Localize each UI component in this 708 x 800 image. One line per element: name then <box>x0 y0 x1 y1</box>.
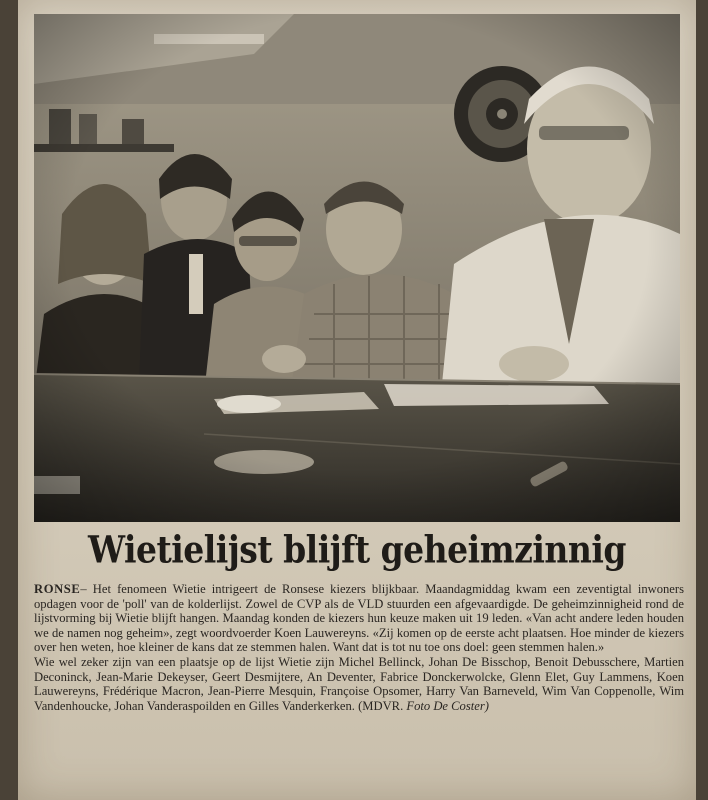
article-photo <box>34 14 680 522</box>
paragraph-intro-text: – Het fenomeen Wietie intrigeert de Ronsese kiezers blijkbaar. Maandagmiddag kwam een zeventigtal inwoners opdagen voor de 'poll' van de kolderlijst. Zowel de CVP als de VLD stuurden een afgevaardigde. De geheimzinnigheid rond de lijstvorming bij Wietie blijft hangen. Maandag konden de kiezers hun keuze maken uit 19 leden. «Van acht andere leden houden we de namen nog geheim», zegt woordvoerder Koen Lauwereyns. «Zij komen op de eerste acht plaatsen. Hoe minder de kiezers over hen weten, hoe kleiner de kans dat ze stemmen halen. Want dat is tot nu toe ons doel: geen stemmen halen.» <box>34 582 684 655</box>
dateline: RONSE <box>34 582 81 596</box>
photo-credit: Foto De Coster) <box>406 698 489 713</box>
paragraph-candidates <box>34 655 684 713</box>
photo-illustration <box>34 14 680 522</box>
article-headline: Wietielijst blijft geheimzinnig <box>87 527 626 572</box>
paragraph-intro <box>34 582 684 655</box>
newspaper-clipping <box>18 0 696 800</box>
byline: (MDVR. <box>358 698 404 713</box>
paragraph-candidates-text: Wie wel zeker zijn van een plaatsje op de lijst Wietie zijn Michel Bellinck, Johan De Bisschop, Benoit Debusschere, Martien Deconinck, Jean-Marie Dekeyser, Geert Desmijtere, An Deventer, Fabrice Donckerwolcke, Glenn Elet, Guy Lammens, Koen Lauwereyns, Frédérique Macron, Jean-Pierre Mesquin, Françoise Opsomer, Harry Van Barneveld, Wim Van Coppenolle, Wim Vandenhoucke, Johan Vanderaspoilden en Gilles Vanderkerken. <box>34 654 684 713</box>
article-body <box>34 582 684 713</box>
